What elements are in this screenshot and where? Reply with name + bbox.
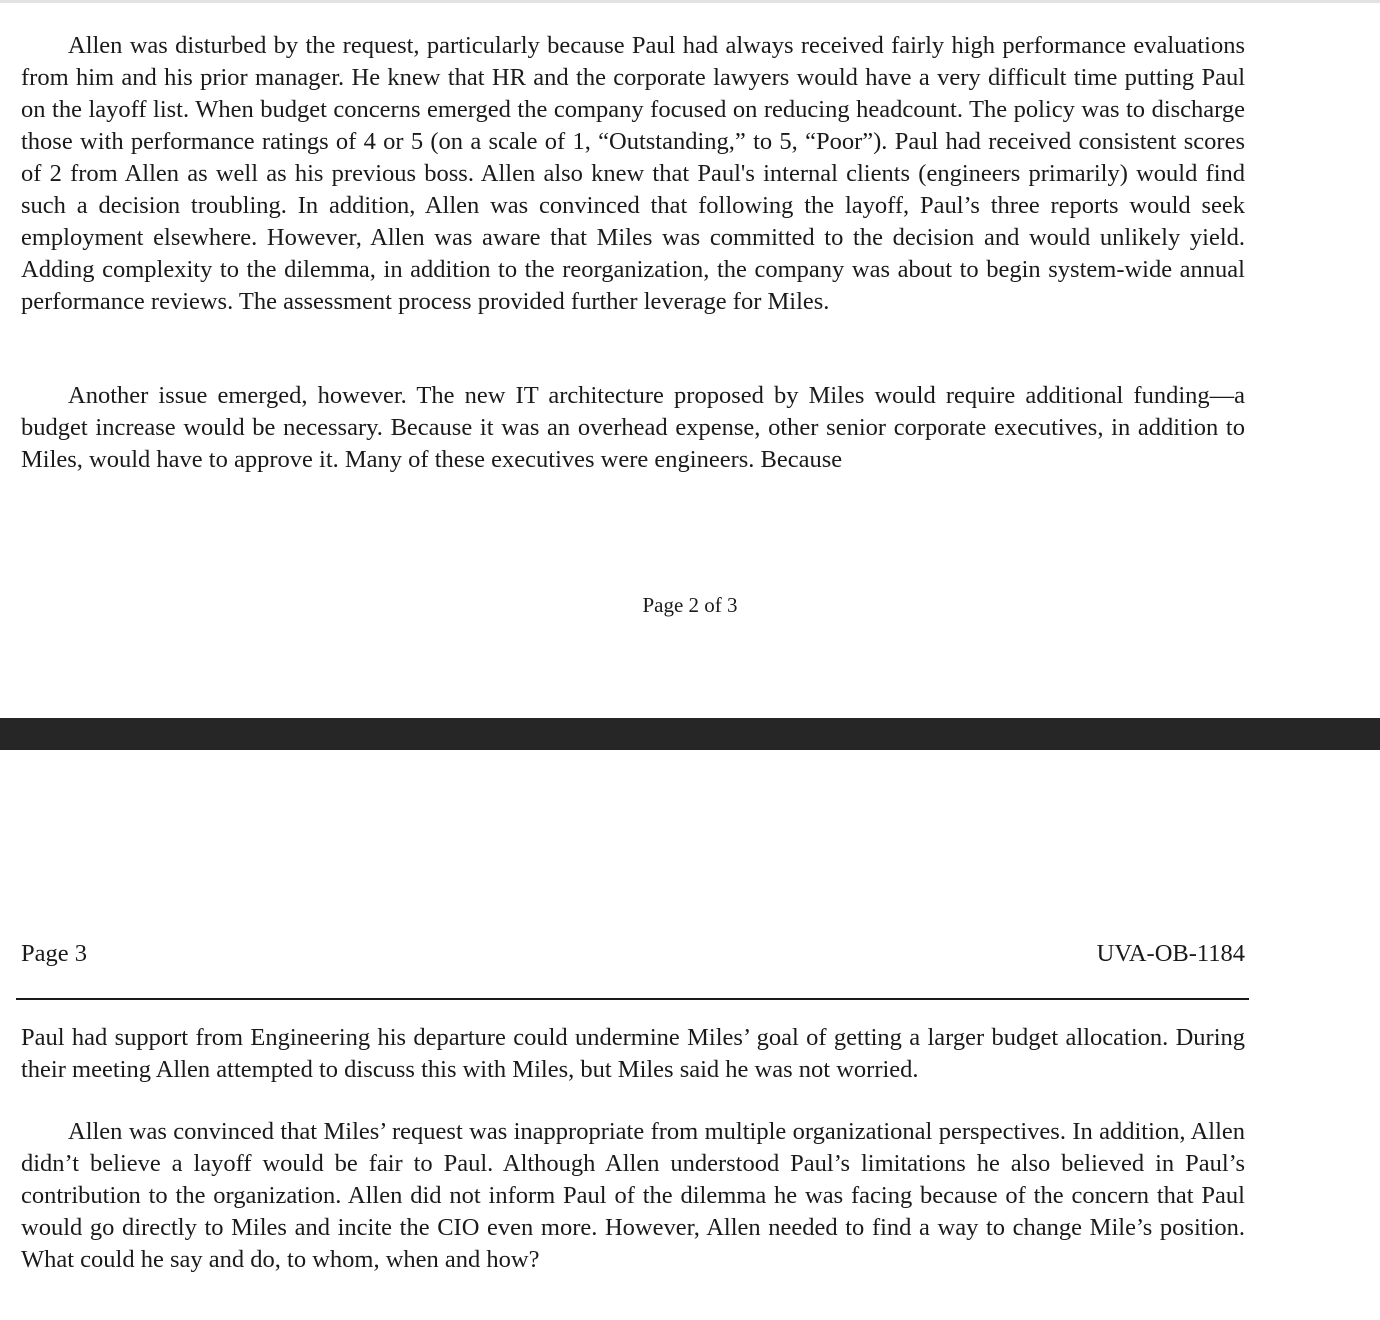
body-paragraph: Allen was convinced that Miles’ request was inappropriate from multiple organizational perspectives. In addition, Allen didn’t believe a layoff would be fair to Paul. Although Allen understood Paul’s limitations he also believed in Paul’s contribution to the organization. Allen did not inform Paul of the dilemma he was facing because of the concern that Paul would go directly to Miles and incite the CIO even more. However, Allen needed to find a way to change Mile’s position. What could he say and do, to whom, when and how? xyxy=(21,1118,1245,1273)
header-page-label: Page 3 xyxy=(21,940,87,967)
document-page-2 xyxy=(0,3,1380,718)
header-divider xyxy=(16,998,1249,1000)
page-separator xyxy=(0,718,1380,750)
body-paragraph: Another issue emerged, however. The new IT architecture proposed by Miles would require additional funding—a budget increase would be necessary. Because it was an overhead expense, other senior corporate executives, in addition to Miles, would have to approve it. Many of these executives were engineers. Because xyxy=(21,382,1245,473)
page-number-footer: Page 2 of 3 xyxy=(642,593,738,617)
body-paragraph: Allen was disturbed by the request, particularly because Paul had always received fairly high performance evaluations from him and his prior manager. He knew that HR and the corporate lawyers would have a very difficult time putting Paul on the layoff list. When budget concerns emerged the company focused on reducing headcount. The policy was to discharge those with performance ratings of 4 or 5 (on a scale of 1, “Outstanding,” to 5, “Poor”). Paul had received consistent scores of 2 from Allen as well as his previous boss. Allen also knew that Paul's internal clients (engineers primarily) would find such a decision troubling. In addition, Allen was convinced that following the layoff, Paul’s three reports would seek employment elsewhere. However, Allen was aware that Miles was committed to the decision and would unlikely yield. Adding complexity to the dilemma, in addition to the reorganization, the company was about to begin system-wide annual performance reviews. The assessment process provided further leverage for Miles. xyxy=(21,32,1245,315)
document-page-3 xyxy=(0,750,1380,1320)
running-header xyxy=(21,938,1245,970)
body-paragraph: Paul had support from Engineering his departure could undermine Miles’ goal of getting a larger budget allocation. During their meeting Allen attempted to discuss this with Miles, but Miles said he was not worried. xyxy=(21,1024,1245,1083)
header-case-code: UVA-OB-1184 xyxy=(1096,940,1245,967)
